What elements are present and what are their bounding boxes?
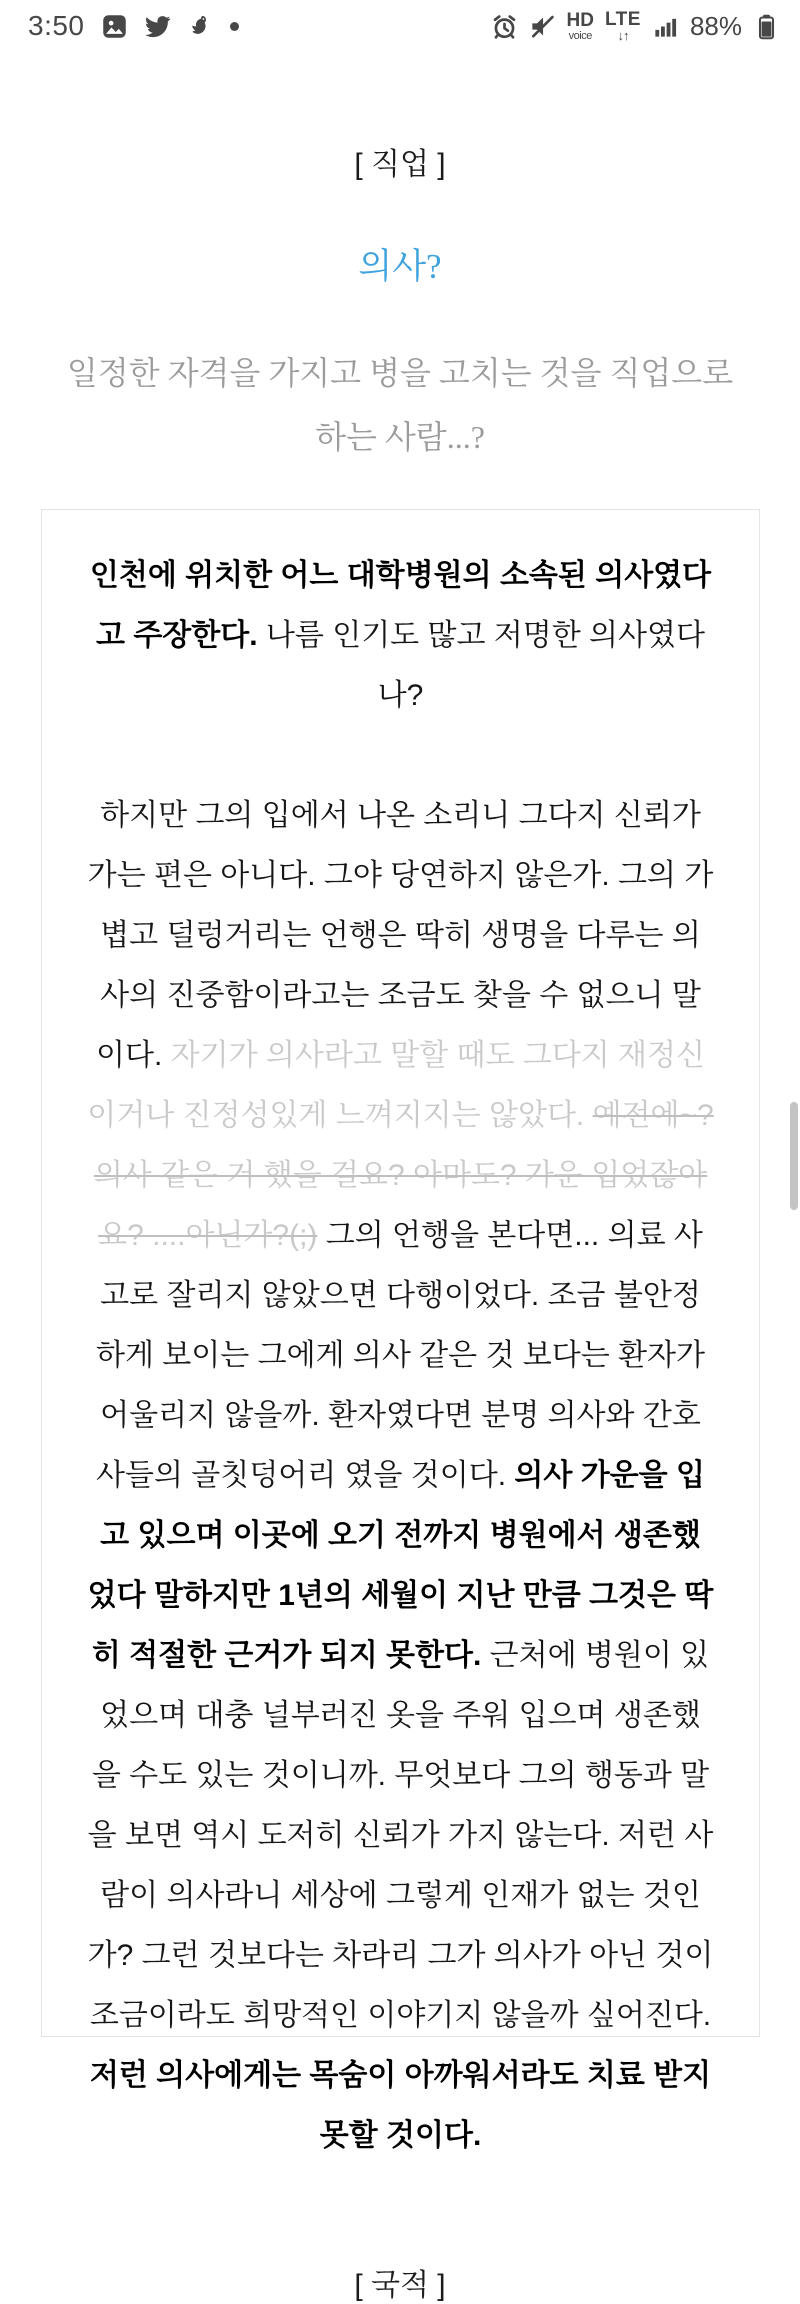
occupation-answer: 의사?: [358, 247, 442, 286]
status-bar: [0, 0, 800, 46]
lte-label: LTE: [604, 9, 641, 30]
text-segment-normal: 근처에 병원이 있었으며 대충 널부러진 옷을 주워 입으며 생존했을 수도 있는 것이니까. 무엇보다 그의 행동과 말을 보면 역시 도저히 신뢰가 가지 않는다. 저런 사람이 의사라니 세상에 그렇게 인재가 없는 것인가? 그런 것보다는 차라리 그가 의사가 아닌 것이 조금이라도 희망적인 이야기지 않을까 싶어진다.: [87, 1639, 714, 2032]
text-segment-bold: 인천에 위치한 어느 대학병원의 소속된 의사였다고 주장한다.: [89, 559, 712, 652]
lte-indicator: [605, 10, 641, 42]
definition-line-1: 일정한 자격을 가지고 병을 고치는 것을 직업으로: [66, 355, 734, 391]
signal-bars-icon: [652, 13, 679, 40]
text-segment-bold: 저런 의사에게는 목숨이 아까워서라도 치료 받지 못할 것이다.: [89, 2059, 712, 2152]
text-segment-normal: 그의 언행을 본다면... 의료 사고로 잘리지 않았으면 다행이었다. 조금 불안정하게 보이는 그에게 의사 같은 것 보다는 환자가 어울리지 않을까. 환자였다면 분명 의사와 간호사들의 골칫덩어리 였을 것이다.: [96, 1219, 705, 1492]
alarm-icon: [491, 13, 518, 40]
hd-voice-indicator: [567, 11, 594, 42]
status-bar-right: [491, 10, 780, 42]
duck-icon: [187, 13, 214, 40]
text-segment-muted: 자기가 의사라고 말할 때도 그다지 재정신이거나 진정성있게 느껴지지는 않았다.: [87, 1039, 705, 1132]
mute-icon: [529, 13, 556, 40]
battery-icon: [753, 13, 780, 40]
notification-dot: [230, 22, 239, 31]
clock-time: 3:50: [28, 10, 85, 41]
status-bar-left: [28, 10, 239, 42]
section-label-occupation: [ 직업 ]: [354, 148, 446, 181]
hd-voice-voice-label: voice: [568, 29, 592, 42]
text-segment-muted-strike: 예전에~? 의사 같은 거 했을 걸요? 아마도? 가운 입었잖아요? ....아닌가?(;): [93, 1099, 714, 1252]
description-paragraph: [86, 786, 715, 2166]
text-segment-normal: 나름 인기도 많고 저명한 의사였다나?: [257, 619, 705, 712]
description-paragraph: [86, 546, 715, 726]
gallery-icon: [101, 13, 128, 40]
text-segment-bold: 의사 가운을 입고 있으며 이곳에 오기 전까지 병원에서 생존했었다 말하지만 1년의 세월이 지난 만큼 그것은 딱히 적절한 근거가 되지 못한다.: [87, 1459, 714, 1672]
section-label-nationality: [ 국적 ]: [354, 2269, 446, 2302]
text-segment-normal: 하지만 그의 입에서 나온 소리니 그다지 신뢰가 가는 편은 아니다. 그야 당연하지 않은가. 그의 가볍고 덜렁거리는 언행은 딱히 생명을 다루는 의사의 진중함이라고는 조금도 찾을 수 없으니 말이다.: [87, 799, 714, 1072]
occupation-description-box: [41, 509, 760, 2152]
lte-arrows-icon: ↓↑: [617, 28, 629, 43]
scrollbar-thumb[interactable]: [790, 1102, 798, 1210]
definition-line-2: 하는 사람...?: [315, 419, 485, 455]
hd-voice-hd-label: HD: [566, 9, 594, 31]
occupation-definition: [0, 341, 800, 469]
battery-percent: 88%: [689, 10, 742, 41]
twitter-icon: [144, 13, 171, 40]
